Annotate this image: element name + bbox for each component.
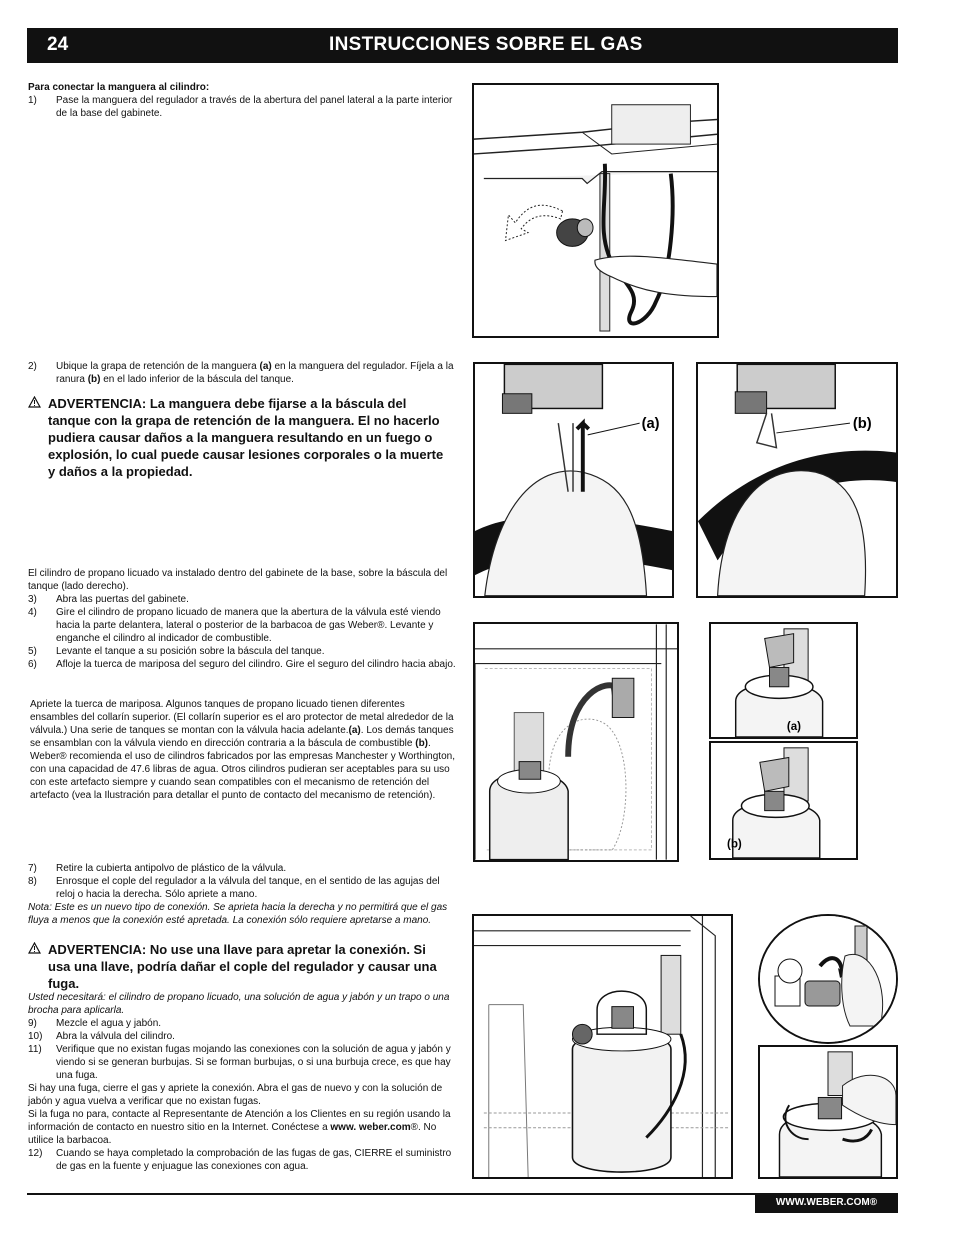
leak-paragraph-2: Si la fuga no para, contacte al Representante de Atención a los Clientes en su región usando la información de contacto en nuestro sitio en la Internet. Conéctese a www. weber.com®. No utilice la barbacoa. <box>28 1109 451 1146</box>
leak-paragraph-1: Si hay una fuga, cierre el gas y apriete la conexión. Abra el gas de nuevo y con la solución de jabón y agua vuelva a verificar que no existan fugas. <box>28 1083 443 1107</box>
step-5: 5) Levante el tanque a su posición sobre la báscula del tanque. <box>28 646 325 657</box>
figure-leak-test <box>758 1045 898 1179</box>
warning-triangle-icon <box>28 941 41 958</box>
section-connect-hose <box>28 81 458 120</box>
figure-cylinder-in-cabinet <box>473 622 679 862</box>
figure-collar-b <box>709 741 858 860</box>
you-will-need: Usted necesitará: el cilindro de propano licuado, una solución de agua y jabón y un trapo o una brocha para aplicarla. <box>28 992 450 1016</box>
step-7: 7) Retire la cubierta antipolvo de plástico de la válvula. <box>28 863 287 874</box>
step-4: 4) Gire el cilindro de propano licuado de manera que la abertura de la válvula esté viendo hacia la parte delantera, lateral o posterior de la barbacoa de gas Weber®. Levante y enganche el cilindro al indicador de combustible. <box>28 607 441 644</box>
label-collar-b: (b) <box>726 838 742 851</box>
section-cylinder-install: El cilindro de propano licuado va instalado dentro del gabinete de la base, sobre la báscula del tanque (lado derecho). 3) Abra las puertas del gabinete. 4) Gire el cilindro de propano licuado de manera que la abertura de la válvula esté viendo hacia la parte delantera, lateral o posterior de la barbacoa de gas Weber®. Levante y enganche el cilindro al indicador de combustible. 5) Levante el tanque a su posición sobre la báscula del tanque. 6) Afloje la tuerca de mariposa del seguro del cilindro. Gire el seguro del cilindro hacia abajo. <box>28 567 458 671</box>
section-heading: Para conectar la manguera al cilindro: <box>28 82 210 93</box>
warning-triangle-icon <box>28 395 41 412</box>
step-3: 3) Abra las puertas del gabinete. <box>28 594 189 605</box>
paragraph-collar-assemblies: Apriete la tuerca de mariposa. Algunos tanques de propano licuado tienen diferentes ensambles del collarín superior. (El collarín superior es el aro protector de metal alrededor de la válvula.) Una serie de tanques se montan con la válvula hacia adelante.(a). Los demás tanques se ensamblan con la válvula viendo en dirección contraria a la báscula de combustible (b). Weber® recomienda el uso de cilindros fabricados por las empresas Manchester y Worthington, con una capacidad de 47.6 libras de agua. Otros cilindros pudieran ser aceptables para su uso con este artefacto siempre y cuando sean compatibles con el mecanismo de retención del artefacto (vea la Ilustración para detallar el punto de contacto del mecanismo de retención). <box>30 699 455 801</box>
section-leak-check <box>28 991 458 1173</box>
step-6: 6) Afloje la tuerca de mariposa del seguro del cilindro. Gire el seguro del cilindro hacia abajo. <box>28 659 456 670</box>
step-12: 12) Cuando se haya completado la comprobación de las fugas de gas, CIERRE el suministro de gas en la fuente y enjuague las conexiones con agua. <box>28 1148 452 1172</box>
figure-collar-a <box>709 622 858 739</box>
footer-website[interactable]: WWW.WEBER.COM® <box>755 1193 898 1213</box>
step-11: 11) Verifique que no existan fugas mojando las conexiones con la solución de agua y jabón y viendo si se generan burbujas. Si se forman burbujas, o si una burbuja crece, es que hay una fuga. <box>28 1044 451 1081</box>
step-1: 1) Pase la manguera del regulador a través de la abertura del panel lateral a la parte interior de la base del gabinete. <box>28 95 453 119</box>
page-title: INSTRUCCIONES SOBRE EL GAS <box>329 34 643 55</box>
label-b: (b) <box>852 416 872 433</box>
hose-routing-illustration <box>474 85 717 336</box>
warning-no-wrench: ADVERTENCIA: No use una llave para apretar la conexión. Si usa una llave, podría dañar el cople del regulador y causar una fuga. <box>28 941 448 992</box>
figure-coupling-tighten <box>758 914 898 1044</box>
label-a: (a) <box>641 416 660 433</box>
figure-hose-clip-a <box>473 362 674 598</box>
step-9: 9) Mezcle el agua y jabón. <box>28 1018 162 1029</box>
figure-regulator-connection <box>472 914 733 1179</box>
page-header <box>27 28 898 63</box>
warning-hose-clip: ADVERTENCIA: La manguera debe fijarse a la báscula del tanque con la grapa de retención de la manguera. El no hacerlo pudiera causar daños a la manguera resultando en un fuego o explosión, lo cual puede causar lesiones corporales o la muerte y daños a la propiedad. <box>28 395 448 480</box>
weber-link[interactable]: www. weber.com <box>330 1122 411 1133</box>
figure-hose-through-panel <box>472 83 719 338</box>
step-10: 10) Abra la válvula del cilindro. <box>28 1031 175 1042</box>
note: Nota: Este es un nuevo tipo de conexión. Se aprieta hacia la derecha y no permitirá que el gas fluya a menos que la conexión esté apretada. La conexión sólo requiere apretarse a mano. <box>28 902 448 926</box>
figure-hose-clip-b <box>696 362 898 598</box>
section-connect-regulator <box>28 862 458 927</box>
step-2: 2) Ubique la grapa de retención de la manguera (a) en la manguera del regulador. Fíjela a la ranura (b) en el lado inferior de la báscula del tanque. <box>28 361 454 385</box>
label-collar-a: (a) <box>786 721 802 734</box>
page-number: 24 <box>47 34 69 55</box>
step-8: 8) Enrosque el cople del regulador a la válvula del tanque, en el sentido de las agujas del reloj o hacia la derecha. Sólo apriete a mano. <box>28 876 440 900</box>
